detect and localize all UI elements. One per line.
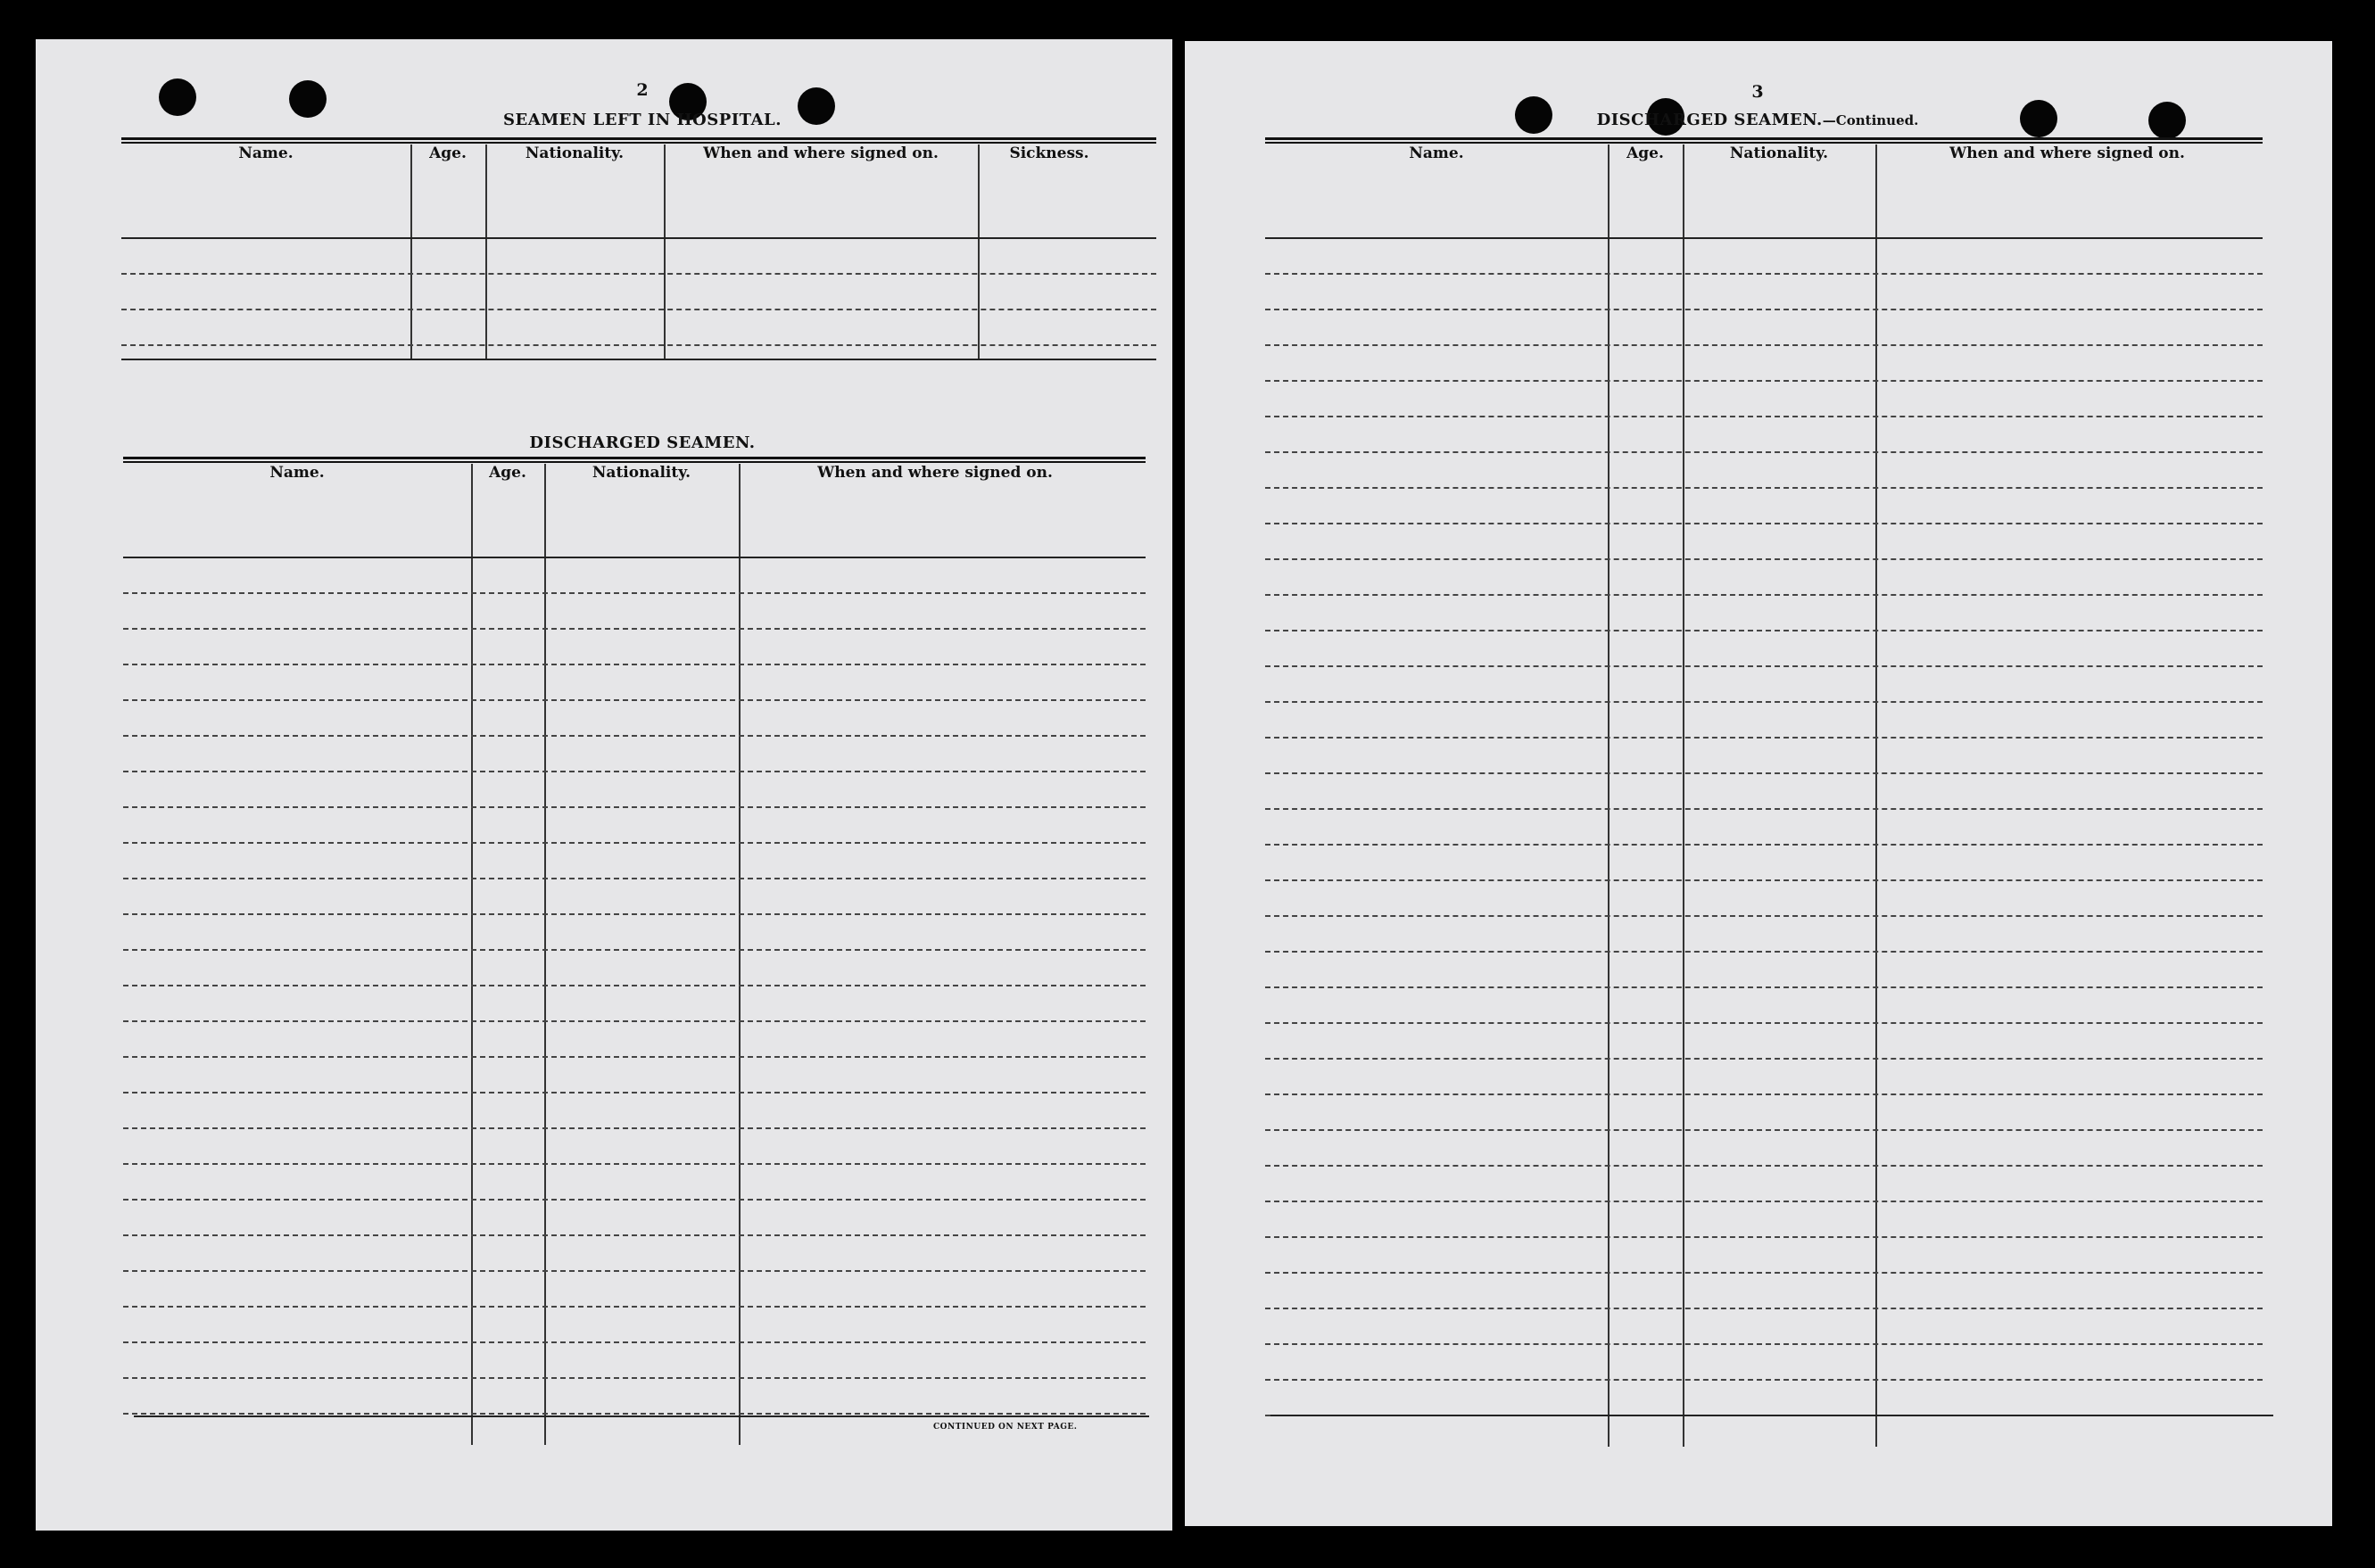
punch-hole: [2148, 102, 2186, 139]
entry-line: [1265, 380, 2263, 382]
entry-line: [1265, 1343, 2263, 1345]
table-bottom-rule: [121, 359, 1156, 360]
col-header-signed-on: When and where signed on.: [703, 144, 939, 162]
column-divider: [1608, 144, 1610, 1447]
entry-line: [123, 664, 1146, 665]
entry-line: [1265, 844, 2263, 846]
entry-line: [123, 1306, 1146, 1308]
col-header-age: Age.: [489, 464, 526, 482]
entry-line: [123, 985, 1146, 986]
page-number: 2: [636, 80, 649, 100]
discharged-table: [123, 464, 1146, 1447]
entry-line: [1265, 558, 2263, 560]
entry-line: [1265, 523, 2263, 524]
column-divider: [1875, 144, 1877, 1447]
col-header-name: Name.: [1409, 144, 1464, 162]
entry-line: [1265, 451, 2263, 453]
entry-line: [1265, 1308, 2263, 1309]
page-number: 3: [1751, 82, 1764, 102]
entry-line: [123, 1020, 1146, 1022]
punch-hole: [289, 80, 327, 118]
double-rule: [121, 142, 1156, 144]
col-header-age: Age.: [429, 144, 467, 162]
entry-line: [1265, 1022, 2263, 1024]
entry-line: [1265, 737, 2263, 739]
col-header-name: Name.: [269, 464, 325, 482]
entry-line: [123, 1056, 1146, 1058]
left-page: [36, 39, 1172, 1531]
col-header-name: Name.: [238, 144, 294, 162]
entry-line: [1265, 416, 2263, 417]
entry-line: [1265, 986, 2263, 988]
entry-line: [1265, 665, 2263, 667]
entry-line: [123, 699, 1146, 701]
column-divider: [485, 144, 487, 359]
col-header-nationality: Nationality.: [592, 464, 691, 482]
double-rule: [1265, 142, 2263, 144]
right-page: [1185, 41, 2332, 1526]
entry-line: [1265, 309, 2263, 310]
entry-line: [123, 1377, 1146, 1379]
entry-line: [1265, 594, 2263, 596]
double-rule: [121, 137, 1156, 140]
entry-line: [1265, 487, 2263, 489]
entry-line: [1265, 1165, 2263, 1167]
punch-hole: [2020, 100, 2057, 137]
double-rule: [1265, 137, 2263, 140]
entry-line: [123, 735, 1146, 737]
entry-line: [1265, 344, 2263, 346]
hospital-section-title: SEAMEN LEFT IN HOSPITAL.: [503, 111, 782, 129]
entry-line: [121, 273, 1156, 275]
col-header-sickness: Sickness.: [1009, 144, 1089, 162]
entry-line: [123, 842, 1146, 844]
continued-note: CONTINUED ON NEXT PAGE.: [933, 1423, 1078, 1432]
entry-line: [1265, 915, 2263, 917]
entry-line: [1265, 1058, 2263, 1060]
entry-line: [1265, 879, 2263, 881]
entry-line: [123, 1199, 1146, 1201]
entry-line: [121, 309, 1156, 310]
entry-line: [123, 592, 1146, 594]
hospital-table: [121, 144, 1156, 366]
header-underline: [121, 237, 1156, 239]
entry-line: [123, 1092, 1146, 1093]
entry-line: [123, 878, 1146, 879]
discharged-section-title: DISCHARGED SEAMEN.: [529, 433, 756, 452]
column-divider: [1683, 144, 1684, 1447]
entry-line: [1265, 1236, 2263, 1238]
entry-line: [123, 806, 1146, 808]
entry-line: [1265, 1379, 2263, 1381]
column-divider: [410, 144, 412, 359]
entry-line: [123, 949, 1146, 951]
bottom-rule: [134, 1415, 1149, 1417]
col-header-age: Age.: [1626, 144, 1664, 162]
title-text: DISCHARGED SEAMEN.: [1596, 111, 1823, 129]
entry-line: [123, 1127, 1146, 1129]
entry-line: [123, 771, 1146, 772]
title-suffix: —Continued.: [1822, 112, 1919, 128]
column-divider: [978, 144, 980, 359]
column-divider: [739, 464, 741, 1445]
entry-line: [1265, 808, 2263, 810]
entry-line: [123, 1234, 1146, 1236]
column-divider: [664, 144, 666, 359]
double-rule: [123, 457, 1146, 459]
entry-line: [123, 1341, 1146, 1343]
entry-line: [1265, 1093, 2263, 1095]
column-divider: [544, 464, 546, 1445]
entry-line: [121, 344, 1156, 346]
bottom-rule: [1270, 1415, 2273, 1416]
discharged-continued-title: [1490, 111, 2025, 129]
col-header-nationality: Nationality.: [525, 144, 625, 162]
entry-line: [1265, 273, 2263, 275]
entry-line: [123, 913, 1146, 915]
double-rule: [123, 461, 1146, 463]
entry-line: [1265, 701, 2263, 703]
entry-line: [123, 628, 1146, 630]
column-divider: [471, 464, 473, 1445]
entry-line: [123, 1163, 1146, 1165]
col-header-nationality: Nationality.: [1729, 144, 1829, 162]
discharged-continued-table: [1265, 144, 2263, 1448]
header-underline: [1265, 237, 2263, 239]
entry-line: [123, 1270, 1146, 1272]
entry-line: [1265, 1201, 2263, 1202]
entry-line: [123, 1413, 1146, 1415]
entry-line: [1265, 772, 2263, 774]
header-underline: [123, 557, 1146, 558]
entry-line: [1265, 630, 2263, 631]
col-header-signed-on: When and where signed on.: [1949, 144, 2185, 162]
entry-line: [1265, 951, 2263, 953]
col-header-signed-on: When and where signed on.: [817, 464, 1053, 482]
entry-line: [1265, 1129, 2263, 1131]
punch-hole: [159, 78, 196, 116]
entry-line: [1265, 1272, 2263, 1274]
